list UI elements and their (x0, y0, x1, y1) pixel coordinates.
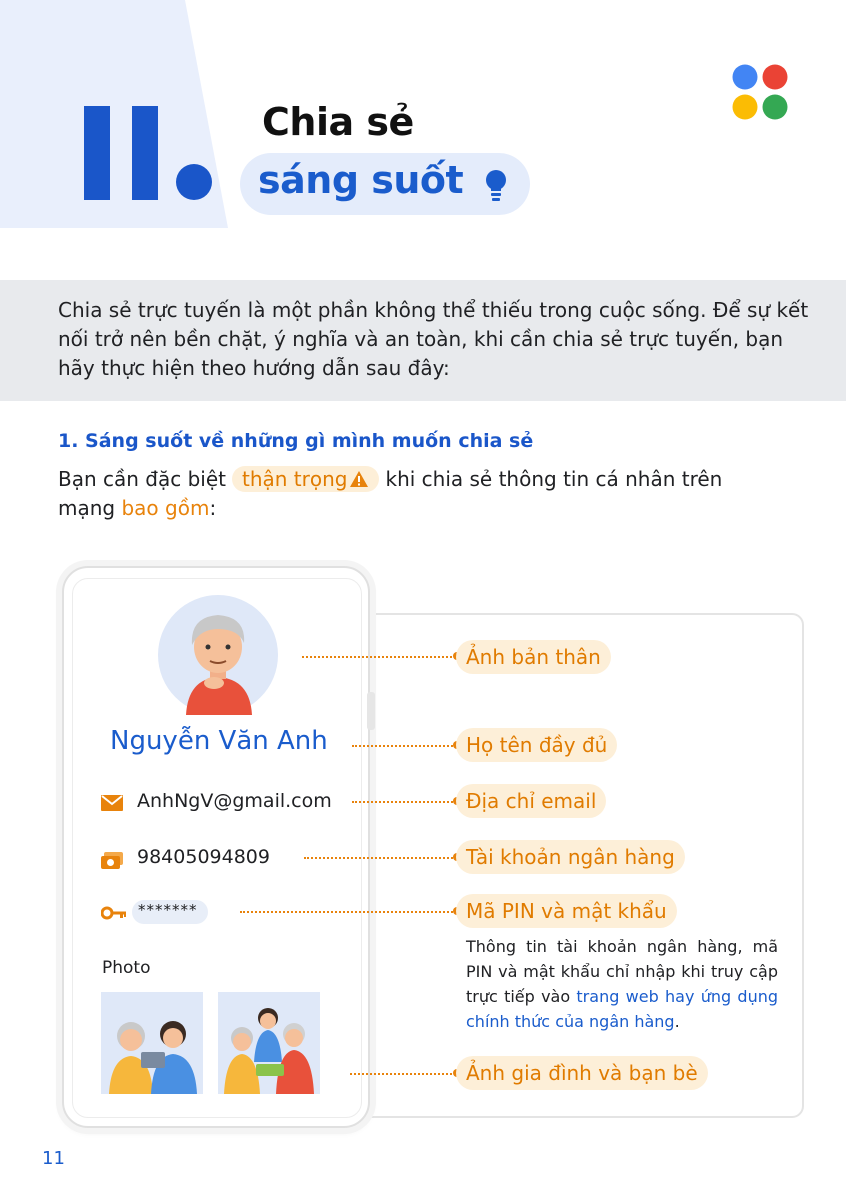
label-pin-password: Mã PIN và mật khẩu (456, 894, 677, 928)
connector-line-photo (302, 656, 456, 658)
page-title-line-1: Chia sẻ (262, 100, 414, 144)
page-title-line-2: sáng suốt (258, 158, 464, 202)
connector-line-family (350, 1073, 456, 1075)
connector-line-email (352, 801, 456, 803)
profile-account-number: 98405094809 (137, 846, 270, 868)
phone-side-button (367, 692, 375, 730)
note-official-link: trang web hay ứng dụng chính thức của ngân hàng (466, 987, 779, 1031)
email-icon (101, 795, 123, 813)
warning-icon (349, 470, 369, 488)
desc-text-after: khi chia sẻ thông tin cá nhân trên (385, 467, 723, 491)
label-family-photos: Ảnh gia đình và bạn bè (456, 1056, 708, 1090)
intro-text: Chia sẻ trực tuyến là một phần không thể thiếu trong cuộc sống. Để sự kết nối trở nên bền chặt, ý nghĩa và an toàn, khi cần chia sẻ trực tuyến, bạn hãy thực hiện theo hướng dẫn sau đây: (58, 298, 809, 380)
label-bank-account: Tài khoản ngân hàng (456, 840, 685, 874)
security-note (466, 934, 778, 1034)
brand-dots-icon (732, 64, 788, 120)
section-description-line-1 (58, 466, 722, 492)
bulb-icon (482, 168, 510, 204)
profile-name: Nguyễn Văn Anh (110, 726, 328, 756)
label-email: Địa chỉ email (456, 784, 606, 818)
section-description-line-2 (58, 496, 216, 520)
note-text-after: . (674, 1012, 680, 1031)
profile-email: AnhNgV@gmail.com (137, 790, 332, 812)
family-photo-2 (218, 992, 320, 1094)
connector-line-name (352, 745, 456, 747)
label-full-name: Họ tên đầy đủ (456, 728, 617, 762)
desc-text-before: Bạn cần đặc biệt (58, 467, 226, 491)
photo-label: Photo (102, 958, 151, 978)
including-highlight: bao gồm (121, 496, 210, 520)
profile-avatar (158, 595, 278, 715)
profile-pin-mask: ******* (138, 901, 198, 919)
section-numeral (84, 106, 214, 202)
family-photo-1 (101, 992, 203, 1094)
intro-band (0, 280, 846, 401)
caution-highlight-text: thận trọng (242, 467, 348, 491)
desc-line2-before: mạng (58, 496, 116, 520)
bank-card-icon (101, 852, 123, 870)
page-number: 11 (42, 1148, 65, 1169)
section-heading: 1. Sáng suốt về những gì mình muốn chia sẻ (58, 430, 534, 452)
desc-line2-after: : (209, 496, 217, 520)
label-photo: Ảnh bản thân (456, 640, 611, 674)
connector-line-account (304, 857, 456, 859)
note-text-before: Thông tin tài khoản ngân hàng, mã PIN và mật khẩu chỉ nhập khi truy cập trực tiếp vào (466, 937, 778, 1006)
connector-line-pin (240, 911, 456, 913)
key-icon (101, 904, 127, 922)
caution-highlight (232, 466, 379, 492)
